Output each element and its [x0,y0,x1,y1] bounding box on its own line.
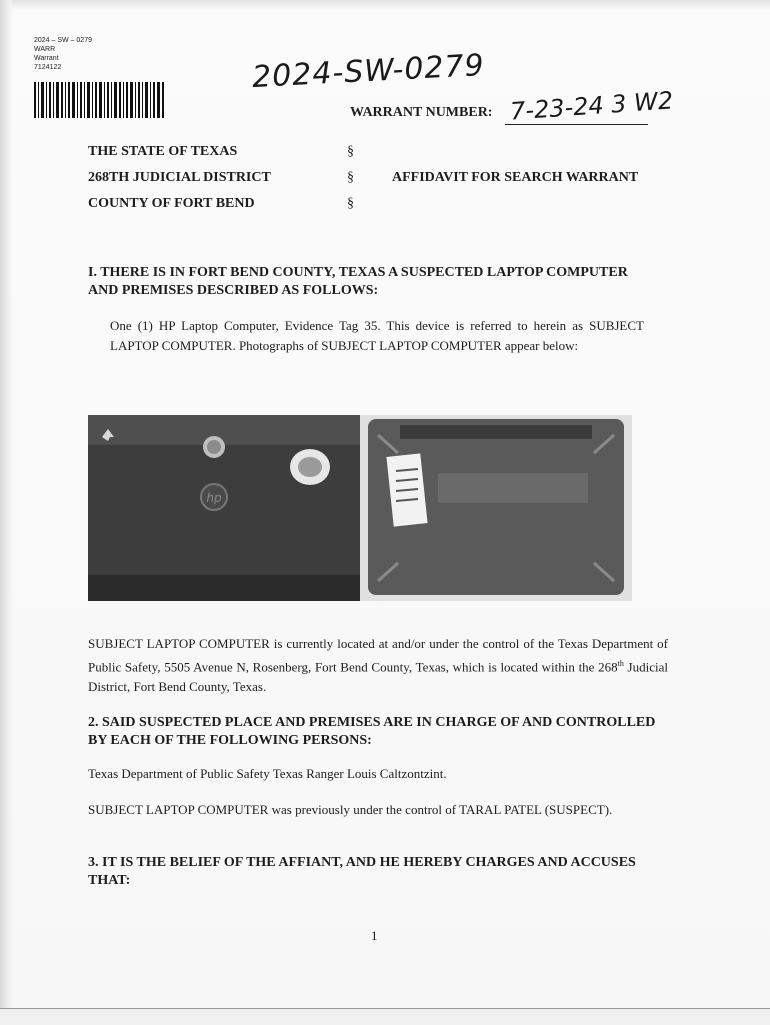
section-symbol: § [347,144,354,159]
section-symbol: § [347,196,354,211]
stamp-line-3: Warrant [34,55,59,62]
stamp-line-1: 2024 – SW – 0279 [34,37,92,44]
handwritten-warrant-number: 7-23-24 3 W2 [509,86,674,126]
barcode-image [34,82,166,118]
section-3-heading-line-1: 3. IT IS THE BELIEF OF THE AFFIANT, AND HE HEREBY CHARGES AND ACCUSES [88,855,636,870]
device-location [88,634,668,697]
caption-district: 268TH JUDICIAL DISTRICT [88,170,271,185]
ordinal-suffix: th [617,659,624,668]
section-symbol: § [347,170,354,185]
section-1-heading [88,264,688,300]
scan-edge-top [0,0,770,10]
caption-county: COUNTY OF FORT BEND [88,196,255,211]
device-location-text-end: Judicial District, Fort Bend County, Texas. [88,659,668,695]
controlling-person-1: Texas Department of Public Safety Texas Ranger Louis Caltzontzint. [88,766,447,781]
stamp-line-4: 7124122 [34,64,62,71]
section-1-heading-line-2: AND PREMISES DESCRIBED AS FOLLOWS: [88,283,379,298]
clerk-stamp [34,36,92,72]
device-description: One (1) HP Laptop Computer, Evidence Tag 35. This device is referred to herein as SUBJECT LAPTOP COMPUTER. Photographs of SUBJECT LAPTOP COMPUTER appear below: [110,318,644,353]
device-location-text: SUBJECT LAPTOP COMPUTER is currently located at and/or under the control of the Texas Department of Public Safety, 5505 Avenue N, Rosenberg, Fort Bend County, Texas, which is located within the 268 [88,636,668,675]
scan-edge-bottom [0,1008,770,1025]
section-3-heading-line-2: THAT: [88,873,131,888]
laptop-underside-image [360,415,632,601]
svg-text:hp: hp [206,491,222,505]
section-1-heading-line-1: I. THERE IS IN FORT BEND COUNTY, TEXAS A SUSPECTED LAPTOP COMPUTER [88,265,628,280]
caption-state: THE STATE OF TEXAS [88,144,238,159]
section-3-heading [88,854,688,890]
page-number: 1 [371,928,378,943]
document-title: AFFIDAVIT FOR SEARCH WARRANT [392,170,639,185]
section-2-heading-line-2: BY EACH OF THE FOLLOWING PERSONS: [88,733,372,748]
warrant-number-label: WARRANT NUMBER: [350,105,493,120]
stamp-line-2: WARR [34,46,56,53]
scan-edge-left [0,0,14,1024]
section-2-heading [88,714,688,750]
laptop-lid-image [88,415,360,601]
controlling-person-2: SUBJECT LAPTOP COMPUTER was previously under the control of TARAL PATEL (SUSPECT). [88,802,613,817]
handwritten-case-number: 2024-SW-0279 [251,47,486,96]
section-2-heading-line-1: 2. SAID SUSPECTED PLACE AND PREMISES ARE IN CHARGE OF AND CONTROLLED [88,715,656,730]
laptop-lid-photo [88,415,360,601]
laptop-underside-photo [360,415,632,601]
